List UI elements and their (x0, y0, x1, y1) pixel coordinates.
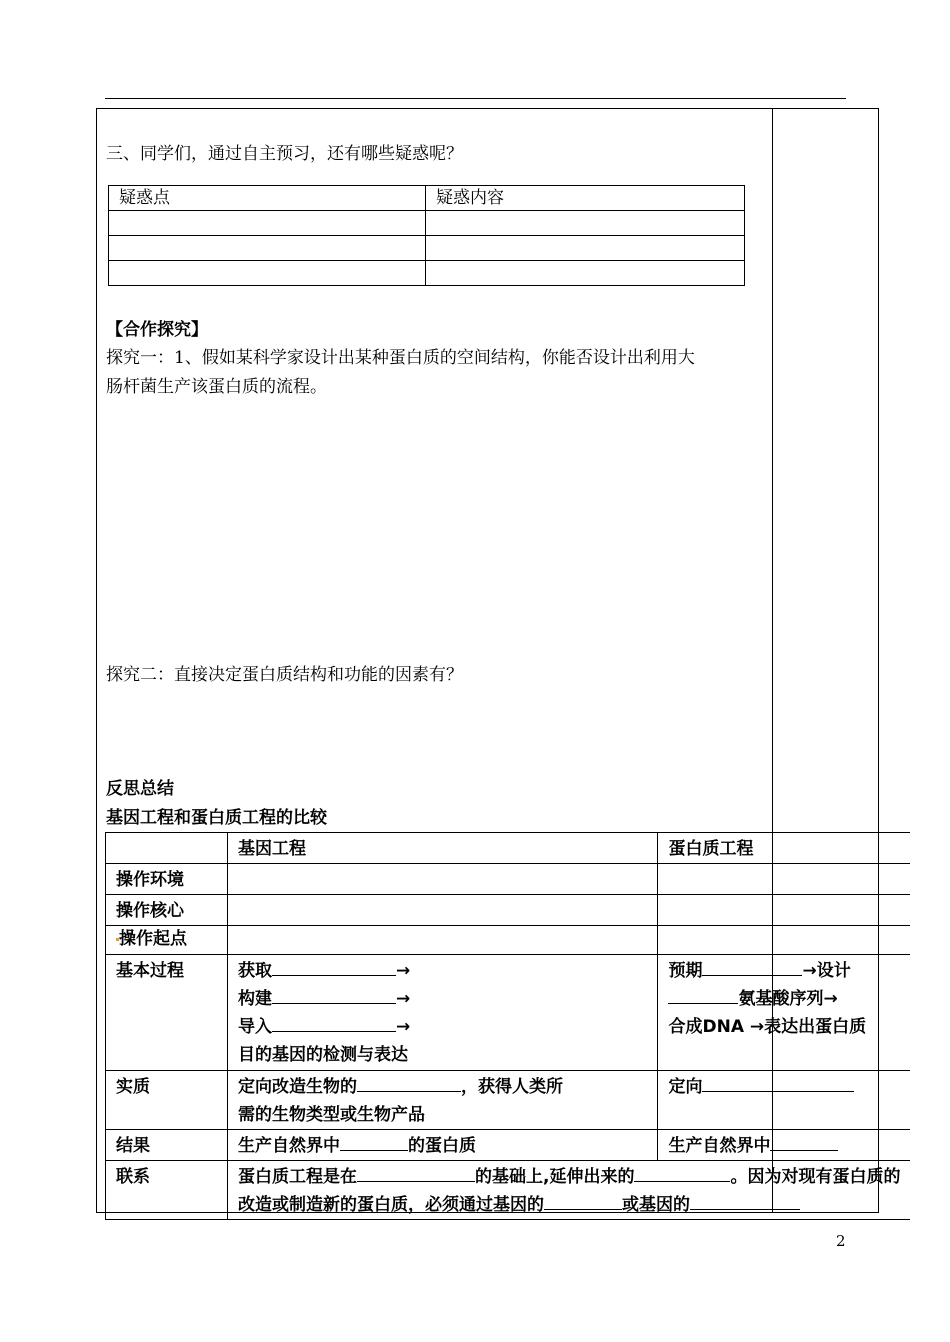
protein-step-1: 预期 →设计 (668, 957, 900, 985)
gene-result-cell: 生产自然界中 的蛋白质 (228, 1130, 658, 1161)
answer-cell[interactable] (228, 864, 658, 895)
coop-q1-line1: 探究一：1、假如某科学家设计出某种蛋白质的空间结构，你能否设计出利用大 (106, 348, 695, 368)
table-row (106, 833, 911, 864)
coop-q1-line2: 肠杆菌生产该蛋白质的流程。 (106, 377, 327, 397)
blank-line[interactable] (340, 1132, 408, 1151)
protein-eng-header: 蛋白质工程 (658, 833, 910, 864)
table-row (109, 211, 745, 236)
table-row (109, 261, 745, 286)
arrow-icon: → (396, 961, 411, 981)
table-row (109, 186, 745, 211)
coop-q2: 探究二：直接决定蛋白质结构和功能的因素有？ (106, 665, 463, 685)
compare-title: 基因工程和蛋白质工程的比较 (106, 808, 327, 828)
blank-line[interactable] (702, 957, 802, 976)
row-label-env: 操作环境 (106, 864, 228, 895)
doubt-content-header: 疑惑内容 (426, 186, 745, 211)
blank-line[interactable] (690, 1191, 800, 1210)
row-label-essence: 实质 (106, 1071, 228, 1130)
table-row (109, 236, 745, 261)
blank-line[interactable] (272, 1013, 396, 1032)
doubt-table (108, 185, 745, 286)
corner-cell (106, 833, 228, 864)
doubt-content-cell[interactable] (426, 211, 745, 236)
arrow-icon: → (749, 1017, 765, 1037)
blank-line[interactable] (357, 1073, 461, 1092)
doubt-point-header: 疑惑点 (109, 186, 426, 211)
protein-process-cell (658, 955, 910, 1071)
doubt-point-cell[interactable] (109, 211, 426, 236)
table-row (106, 864, 911, 895)
table-row (106, 955, 911, 1071)
answer-cell[interactable] (228, 895, 658, 926)
blank-line[interactable] (357, 1163, 475, 1182)
table-row (106, 1130, 911, 1161)
table-row (106, 895, 911, 926)
gene-process-cell (228, 955, 658, 1071)
row-label-core: 操作核心 (106, 895, 228, 926)
protein-step-2: 氨基酸序列→ (668, 985, 900, 1013)
header-rule (105, 98, 846, 99)
compare-table (105, 832, 910, 1220)
section3-prompt: 三、同学们，通过自主预习，还有哪些疑惑呢？ (106, 144, 463, 164)
page-number: 2 (836, 1232, 846, 1250)
row-label-result: 结果 (106, 1130, 228, 1161)
doubt-point-cell[interactable] (109, 236, 426, 261)
row-label-start-cell (106, 926, 228, 955)
arrow-icon: → (802, 961, 817, 981)
blank-line[interactable] (668, 985, 738, 1004)
reflect-heading: 反思总结 (106, 779, 174, 799)
gene-step-3: 导入 → (238, 1013, 647, 1041)
answer-cell[interactable] (658, 926, 910, 955)
protein-essence-cell: 定向 (658, 1071, 910, 1130)
table-row (106, 926, 911, 955)
answer-cell[interactable] (658, 864, 910, 895)
gene-step-1: 获取 → (238, 957, 647, 985)
blank-line[interactable] (544, 1191, 622, 1210)
answer-cell[interactable] (658, 895, 910, 926)
blank-line[interactable] (272, 957, 396, 976)
blank-line[interactable] (770, 1132, 838, 1151)
blank-line[interactable] (634, 1163, 730, 1182)
protein-result-cell: 生产自然界中 (658, 1130, 910, 1161)
answer-cell[interactable] (228, 926, 658, 955)
coop-heading: 【合作探究】 (106, 320, 208, 340)
arrow-icon: → (823, 989, 838, 1009)
gene-essence-cell: 定向改造生物的 ，获得人类所 需的生物类型或生物产品 (228, 1071, 658, 1130)
table-row (106, 1071, 911, 1130)
blank-line[interactable] (702, 1073, 854, 1092)
doubt-content-cell[interactable] (426, 261, 745, 286)
row-label-process: 基本过程 (106, 955, 228, 1071)
doubt-point-cell[interactable] (109, 261, 426, 286)
gene-step-2: 构建 → (238, 985, 647, 1013)
row-label-link: 联系 (106, 1161, 228, 1220)
arrow-icon: → (396, 1017, 411, 1037)
arrow-icon: → (396, 989, 411, 1009)
protein-step-3: 合成DNA →表达出蛋白质 (668, 1017, 867, 1037)
blank-line[interactable] (272, 985, 396, 1004)
table-row (106, 1161, 911, 1220)
gene-eng-header: 基因工程 (228, 833, 658, 864)
link-cell: 蛋白质工程是在 的基础上,延伸出来的 。因为对现有蛋白质的 改造或制造新的蛋白质，必须通过基因的 或基因的 (228, 1161, 911, 1220)
gene-step-4: 目的基因的检测与表达 (238, 1045, 408, 1065)
row-label-start: 操作起点 (119, 929, 187, 949)
doubt-content-cell[interactable] (426, 236, 745, 261)
